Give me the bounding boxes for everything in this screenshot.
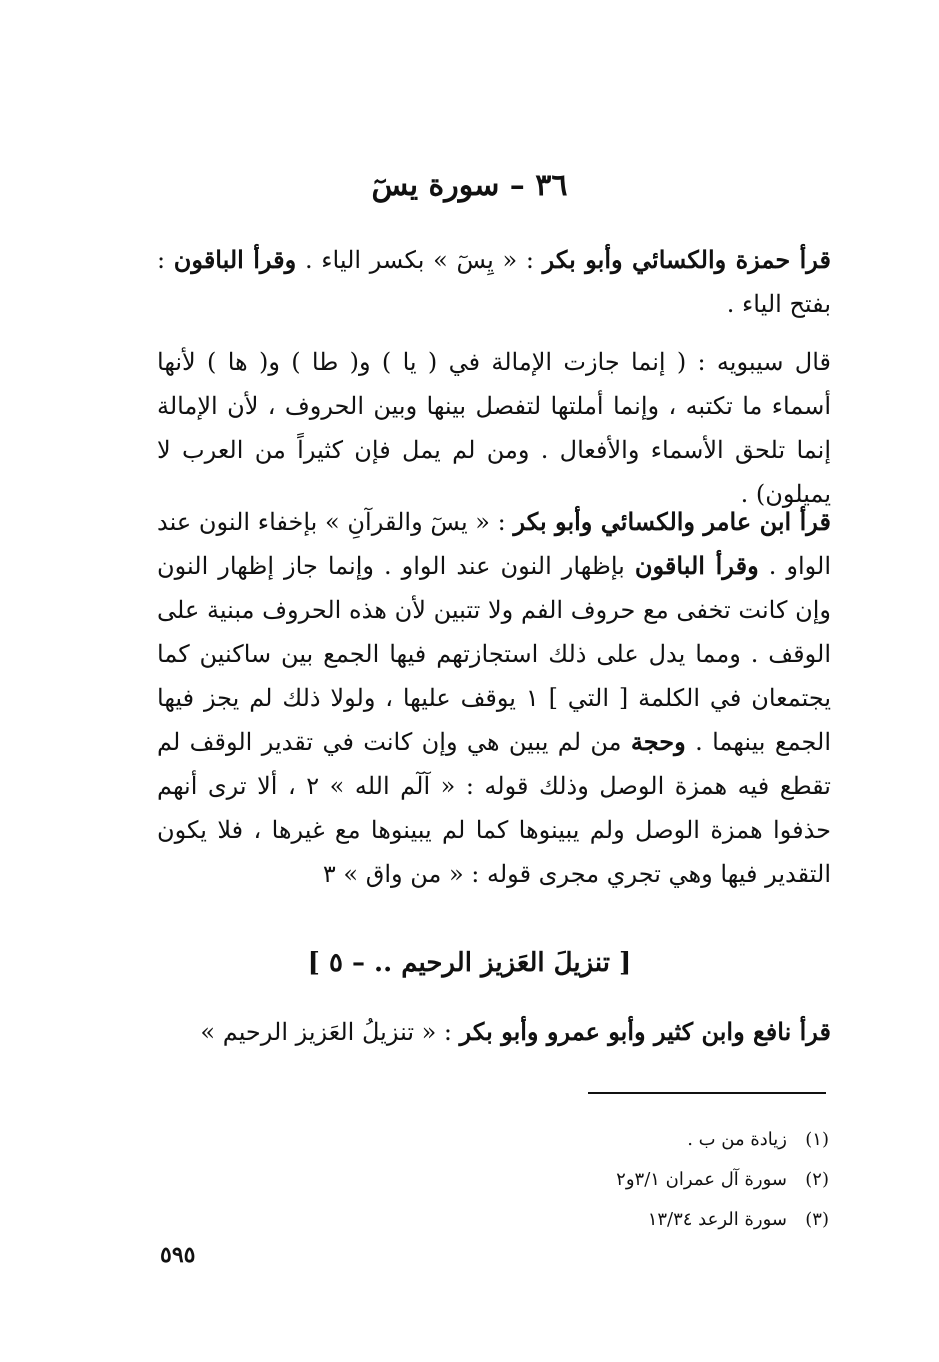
verse-heading: [ تنزيلَ العَزيز الرحيم .. – ٥ ]	[307, 948, 632, 978]
footnote	[499, 1120, 829, 1160]
paragraph-text: : « يسٓ والقرآنِ » بإخفاء النون عند الواو .	[157, 508, 831, 580]
footnote-divider	[588, 1092, 826, 1094]
reader-names: قرأ نافع وابن كثير وأبو عمرو وأبو بكر	[459, 1017, 831, 1046]
reader-names: وقرأ الباقون	[173, 245, 297, 274]
argument-label: وحجة	[630, 727, 686, 756]
footnotes	[499, 1120, 829, 1240]
footnote-text: سورة آل عمران ٣/١و٢	[616, 1169, 787, 1190]
footnote-text: زيادة من ب .	[687, 1129, 787, 1150]
reader-names: وقرأ الباقون	[634, 551, 759, 580]
footnote	[499, 1160, 829, 1200]
reader-names: قرأ حمزة والكسائي وأبو بكر	[542, 245, 832, 274]
paragraph-text: من لم يبين هي وإن كانت في تقدير الوقف لم تقطع فيه همزة الوصل وذلك قوله : « آلٓم الله » ٢ ، ألا ترى أنهم حذفوا همزة الوصل ولم يبينوها كما لم يبينوها مع غيرها ، فلا يكون التقدير فيها وهي تجري مجرى قوله : « من واق » ٣	[157, 728, 831, 888]
page-number: ٥٩٥	[160, 1242, 196, 1268]
paragraph-text: بإظهار النون عند الواو . وإنما جاز إظهار النون وإن كانت تخفى مع حروف الفم ولا تتبين لأن هذه الحروف مبنية على الوقف . ومما يدل على ذلك استجازتهم فيها الجمع بين ساكنين كما يجتمعان في الكلمة [ التي ] ١ يوقف عليها ، ولولا ذلك لم يجز فيها الجمع بينهما .	[157, 552, 831, 756]
footnote-number: (٢)	[805, 1169, 829, 1190]
paragraph-text: : « تنزيلُ العَزيز الرحيم »	[200, 1018, 460, 1046]
paragraph-2: قال سيبويه : ( إنما جازت الإمالة في ( يا ) و( طا ) و( ها ) لأنها أسماء ما تكتبه ، وإنما أملتها لتفصل بينها وبين الحروف ، لأن الإمالة إنما تلحق الأسماء والأفعال . ومن لم يمل فإن كثيراً من العرب لا يميلون) .	[157, 348, 831, 508]
surah-title: ٣٦ – سورة يسٓ	[371, 168, 568, 203]
footnote-number: (١)	[805, 1129, 829, 1150]
paragraph-1	[157, 238, 831, 326]
footnote	[499, 1200, 829, 1240]
reader-names: قرأ ابن عامر والكسائي وأبو بكر	[513, 507, 831, 536]
paragraph-text: : « يِسٓ » بكسر الياء .	[296, 246, 543, 274]
paragraph-text: : بفتح الياء .	[157, 246, 831, 318]
footnote-number: (٣)	[805, 1209, 829, 1230]
footnote-text: سورة الرعد ١٣/٣٤	[647, 1209, 787, 1230]
paragraph-3	[157, 500, 831, 896]
paragraph-4	[157, 1010, 831, 1054]
